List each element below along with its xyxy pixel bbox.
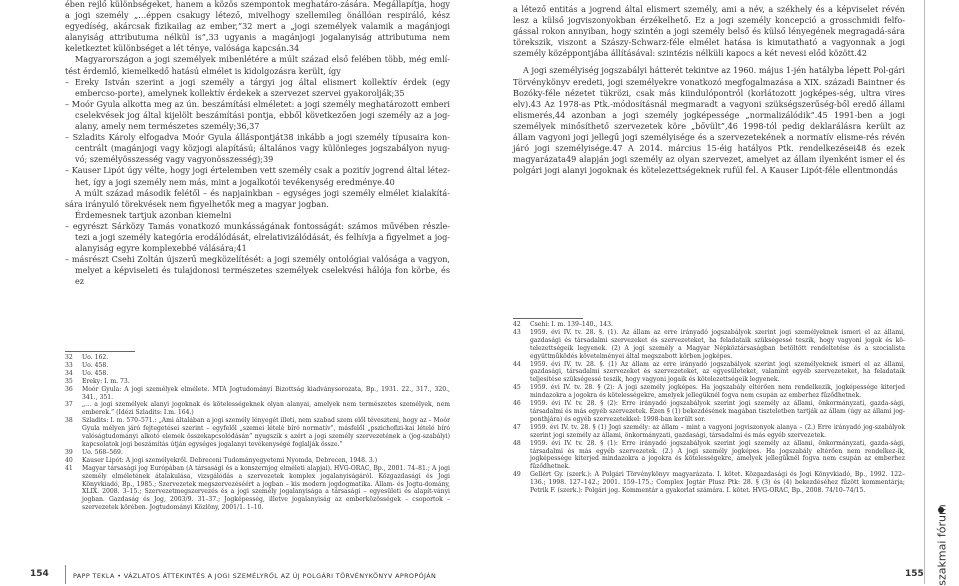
footnote-number: 38 — [65, 417, 73, 425]
list-item: – másrészt Csehi Zoltán újszerű megközelítését: a jogi személy ontológiai valósága a vagyon, melyet a képviseleti és tulajdonosi természetes személyek cselekvési hálója fon körbe, és ez — [65, 254, 450, 287]
footnote — [65, 370, 450, 378]
footnote — [65, 378, 450, 386]
footnote-number: 48 — [513, 439, 521, 447]
footnote-number: 32 — [65, 354, 73, 361]
footnote — [65, 457, 450, 465]
footnote — [513, 329, 905, 361]
footnote — [513, 400, 905, 424]
footnote — [513, 471, 905, 495]
paragraph: Magyarországon a jogi személyek mibenlétére a múlt század első felében több, még emlí-tést érdemlő, kiemelkedő hatású elmélet is kidolgozásra került, így — [65, 54, 450, 76]
footnote-number: 49 — [513, 471, 521, 479]
footnote — [513, 361, 905, 385]
left-body-text — [65, 0, 450, 287]
footnote-text: Gellért Gy. (szerk.): A Polgári Törvénykönyv magyarázata. I. kötet. Közgazdasági és Jogi Könyvkiadó, Bp., 1992. 122–136.; 1998. 127–142.; 2001. 159–175.; Complex Jogtár Plusz Ptk: 28. § (3) és (4) bekezdéséhez fűzött kommentárja; Petrik F. (szerk.): Polgári jog. Kommentár a gyakorlat számára. I. kötet. HVG-ORAC, Bp., 2008. 74/10–74/15. — [530, 471, 905, 495]
footnote-text: Uo. 458. — [82, 361, 109, 369]
footnote-number: 39 — [65, 448, 73, 456]
footnote-text: 1959. évi IV. tv. 28. § (1) Jogi személy: az állam – mint a vagyoni jogviszonyok alanya – (2.) Erre irányadó jog-szabályok szerint jogi személy az állami, önkormányzati, gazdasági, társadalmi és más egyéb szervezetek. — [530, 423, 905, 439]
footnote-number: 47 — [513, 423, 521, 431]
footnote-number: 35 — [65, 377, 73, 385]
footnote-text: Moór Gyula: A jogi személyek elmélete. MTA Jogtudományi Bizottság kiadványsorozata, Bp., 1931. 22., 317., 320., 341., 351. — [82, 385, 450, 401]
footnote-text: Kauser Lipót: A jogi személyekről. Debreceni Tudományegyetemi Nyomda, Debrecen, 1948. 3.) — [82, 456, 378, 464]
footnote-text: Uo. 162. — [82, 354, 109, 361]
footnote — [513, 424, 905, 440]
footnote-number: 40 — [65, 456, 73, 464]
footnote-number: 46 — [513, 400, 521, 408]
margin-rule — [924, 0, 925, 584]
paragraph: ében rejlő különbségeket, hanem a közös szempontok meghatáro-zására. Megállapítja, hogy a jogi személy „…éppen csakugy létező, mivelhogy szellemileg önállóan respiráló, kész egyedíség, akárcsak fizikailag az ember,”32 mert a „jogi személyek valamik a magánjogi alanyiság attributuma nélkül is”,33 ugyanis a magánjogi jogalanyiság attributuma nem keletkeztet különbséget a lét ténye, valósága kapcsán.34 — [65, 0, 450, 54]
footnote-number: 42 — [513, 321, 521, 328]
side-title-text: szakmai fórum — [935, 504, 949, 586]
list-item: – egyrészt Sárközy Tamás vonatkozó munkásságának fontosságát: számos művében részle-tezi a jogi személy kategória erodálódását, elrelativizálódását, és felhívja a figyelmet a jog-alanyiság egyre komplexebbé válására;41 — [65, 220, 450, 254]
footnote-text: 1959. évi IV. tv. 28. § (1): Erre irányadó jogszabályok szerint jogi személy az állami, önkormányzati, gazda-sági, társadalmi és más egyéb szervezetek. (2.) A jogi személy jogképes. Ha jogszabály eltérően nem rendelkez-ik, jogképessége kiterjed mindazokra a jogokra és kötelességekre, amelyek jellegüknél fogva nem csupán az emberhez fűződhetnek. — [530, 439, 905, 471]
footnote-text: Szladits: I. m. 570–571.: „Ami általában a jogi személy lényegét illeti, nem szabad szem elől téveszteni, hogy az – Moór Gyula mélyen járó fejtegetései szerint – egyfelől „szemei lételé bíró normatív”, másfelől „pszichofizi-kai lételé bíró valóságtudományi alkotó elemek összekapcsolódásán” nyugszik s azért a jogi személy szervezetének a (jog-szabályi) kapcsolatok jogi beszámítás útján egységes jogalanyi tevékenységé foglalják össze.” — [82, 417, 450, 448]
footnote-text: Uo. 458. — [82, 369, 109, 377]
side-title — [935, 504, 949, 586]
footnote-text: Csehi: I. m. 139–140., 143. — [530, 321, 613, 328]
footnote — [65, 449, 450, 457]
list-item: – Szladits Károly elfogadva Moór Gyula álláspontját38 inkább a jogi személy típusaira kon-centrált (magánjogi vagy közjogi alapítású; általános vagy különleges jogszabályon nyug-vó; személyösszesség vagy vagyonösszesség);39 — [65, 132, 450, 165]
left-footnotes — [65, 354, 450, 512]
footnote — [513, 384, 905, 400]
page-number: 154 — [30, 569, 49, 579]
footnote-number: 44 — [513, 360, 521, 368]
footnote-text: 1959. évi IV. tv. 28. § (2): Erre irányadó jogszabályok szerint jogi személy az állami, önkormányzati, gazda-sági, társadalmi és más egyéb szervezetek. Ezen § (1) bekezdésének magában tiszteletben tartják az állam (úgy az állami jog-ponthjára) és egyéb szervezetekkel: 1998-ban került sor. — [530, 400, 905, 423]
footnote-text: Ereky: I. m. 73. — [82, 377, 130, 385]
footnote-number: 45 — [513, 384, 521, 392]
footnote — [513, 321, 905, 329]
right-body-text — [513, 4, 905, 176]
footnote-number: 41 — [65, 464, 73, 472]
paragraph: a létező entitás a jogrend által elismert személy, ami a név, a székhely és a képviselet révén lesz a külső jogviszonyokban érzékelhető. Ez a jogi személy koncepció a grosschmidi felfo-gással rokon annyiban, hogy szintén a jogi személy belső és külső lényegének megragadá-sára törekszik, viszont a Szászy-Schwarz-féle elmélet hatása is kimutatható a vagyonnak a jogi személy középpontjába állításával: szintézis nélküli kapocs a két nevesi előd között.42 — [513, 4, 905, 59]
footnote-divider — [65, 351, 135, 352]
footnote-number: 33 — [65, 361, 73, 369]
paragraph: Érdemesnek tartjuk azonban kiemelni — [75, 209, 232, 220]
footnote — [65, 386, 450, 402]
footer-divider — [65, 565, 66, 584]
right-footnotes — [513, 321, 905, 495]
footnote — [65, 354, 450, 362]
list-item: – Ereky István szerint a jogi személy a tárgyi jog által elismert kollektív érdek (egy embercso-porte), amelynek kollektív érdekek a szervezet szervei gyakorolják;35 — [65, 76, 450, 98]
footnote-text: Uo. 568–569. — [82, 448, 123, 456]
footnote — [65, 417, 450, 449]
list-item: – Moór Gyula alkotta meg az ún. beszámítási elméletet: a jogi személy meghatározott emberi cselekvések jog által kijelölt beszámítási pontja, ebből következően jogi személy az a jog-alany, amely nem természetes személy;36,37 — [65, 98, 450, 132]
footnote-number: 36 — [65, 385, 73, 393]
footnote-text: 1959. évi IV. tv. 28. §. (1) Az állam az erre irányadó jogszabályok szerint jogi személyeknek ismeri el az állami, gazdasági, társadalmi szervezeket és szervezeteket, az egyesületeket, valamint egyéb szervezeteket, ha feladataik teljesítése szükségessé teszik, hogy vagyoni jogaik és kötelezettségeik legyenek. — [530, 360, 905, 384]
footnote-text: Magyar társasági jog Európában (A társasági és a konszernjog elméleti alapjai). HVG-ORAC, Bp., 2001. 74–81.; A jogi személy elméletének átalakulása, vizsgálódás a szervezetek komplex jogalanyiságáról. Közgazdasági és Jogi Könyvkiadó, Bp., 1985.; Szervezetek megszervezéséért a jogban – kis modern jogdogmatika. Állam- és Jogtu-domány, XLIX. 2008. 3–15.; Szervezetmegszervezés és a jogi személy jogalanyisága a társasági – egyesületi és alapít-ványi jogban. Gazdaság és Jog, 2003/9. 31–37.; Jogképesség, illetve jogalanyiság az emberközösségek – csoportok – szervezetek körében. Jogtudományi Közlöny, 2001/1. 1–10. — [82, 464, 450, 512]
paragraph: A múlt század második felétől – és napjainkban – egységes jogi személy elmélet kialakítá-sára irányuló törekvések nem figyelhetők meg a magyar jogban. — [65, 187, 450, 209]
paragraph: A jogi személyiség jogszabályi hátterét tekintve az 1960. május 1-jén hatályba lépett Pol-gári Törvénykönyv eredeti, jogi személyekre vonatkozó megfogalmazása a XIX. századi Baintner és Bozóky-féle nézetet tükrözi, csak más kiindulópontról (korlátozott jogképes-ség, ultra vires elv).43 Az 1978-as Ptk.-módosításnál megmaradt a vagyoni szükségszerűség-ből eredő állami elismerés,44 azonban a jogi személy jogképessége „normalizálódik”.45 1991-ben a jogi személyek minősíthető szervezetek köre „bővült”,46 1998-tól pedig deklarálásra került az állam vagyoni jogi jellegű jogi személyisége és a szervezetekének a normatív elisme-rés révén járó jogi személyisége.47 A 2014. március 15-éig hatályos Ptk. rendelkezései48 és ezek magyarázata49 alapján jogi személy az olyan szervezet, amelyet az állam ilyenként ismer el és polgári jogi alanyi jogoknak és kötelezettségeknek rufúl fel. A Kauser Lipót-féle ellentmondás — [513, 65, 905, 176]
right-page — [479, 0, 959, 584]
footnote-number: 34 — [65, 369, 73, 377]
page-number: 155 — [905, 569, 924, 579]
list-item: – Kauser Lipót úgy vélte, hogy jogi értelemben vett személy csak a pozitív jogrend által létez-het, így a jogi személy nem más, mint a jogalkotói tevékenység eredménye.40 — [65, 165, 450, 187]
left-page — [0, 0, 479, 584]
footnote — [65, 465, 450, 512]
footnote-number: 43 — [513, 328, 521, 336]
footnote-text: 1959. évi IV. tv. 28. §. (1). Az állam az erre irányadó jogszabályok szerint jogi személyeknek ismeri el az állami, gazdasági és társadalmi szervezeket és szervezeteket, ha feladataik szükségessé teszik, hogy vagyoni jogok és kö-telezettségeik legyenek. (2) A jogi személy a Magyar Népköztársaságban betöltött rendeltetése és a szocialista együttműködés követelményei által megszabott körben jogképes. — [530, 328, 905, 360]
footnote — [65, 401, 450, 417]
footnote-text: „… a jogi személyek alanyi jogoknak és kötelességeknek olyan alanyai, amelyek nem természetes személyek, nem emberek.” (Idézi Szladits: I.m. 164.) — [82, 401, 450, 417]
footnote — [513, 440, 905, 472]
running-footer: PAPP TEKLA • VÁZLATOS ÁTTEKINTÉS A JOGI SZEMÉLYRŐL AZ ÚJ POLGÁRI TÖRVÉNYKÖNYV APROPÓJÁN — [73, 572, 437, 580]
footnote-number: 37 — [65, 401, 73, 409]
footnote-text: 1959. évi IV. tv. 28. § (2): A jogi személy jogképes. Ha jogszabály eltérően nem rendelkezik, jogképessége kiterjed mindazokra a jogokra és kötelességekre, amelyek jellegüknél fogva nem csupán az emberhez fűződhetnek. — [530, 384, 905, 400]
footnote — [65, 362, 450, 370]
footnote-divider — [513, 318, 583, 319]
